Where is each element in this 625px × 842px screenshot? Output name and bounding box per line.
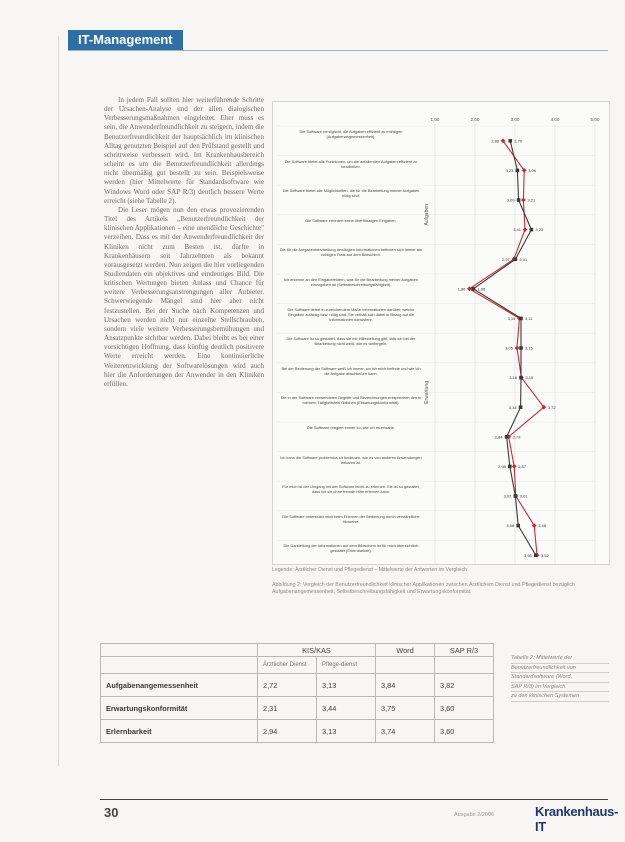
- item-label-text: Die in der Software verwendeten Begriffe und Bezeichnungen entsprechen den in meinem Tätigkeitsfeld üblichen (Erwartungskonformität).: [280, 395, 422, 406]
- table-corner: [101, 644, 258, 657]
- series-point-square: [519, 317, 523, 321]
- table-cell: 2,31: [258, 697, 317, 720]
- table-caption: [511, 654, 609, 702]
- chart-legend: Legende: Ärztlicher Dienst und Pflegedienst – Mittelwerte der Antworten im Vergleich: [272, 567, 467, 573]
- series-point-square: [516, 169, 520, 173]
- item-label-text: Die Software ermöglicht, die Aufgaben effizient zu erledigen (Aufgabenangemessenheit).: [299, 129, 403, 139]
- table-cell: 3,75: [376, 697, 435, 720]
- item-label: [279, 247, 423, 273]
- caption-line: Benutzerfreundlichkeit von: [511, 664, 609, 674]
- data-label: 3,15: [525, 375, 534, 381]
- series-point-square: [514, 257, 518, 261]
- item-label: [279, 218, 423, 244]
- row-label: Erwartungskonformität: [101, 697, 258, 720]
- page-number: 30: [104, 805, 119, 820]
- table-row: [101, 720, 494, 743]
- section-side-label: Aufgaben: [424, 204, 430, 226]
- table-cell: 3,84: [376, 674, 435, 697]
- item-label-text: Die Software reagiert immer so, wie ich es erwarte.: [306, 425, 395, 430]
- item-label-text: Die Darstellung der Informationen auf dem Bildschirm ist für mich übersichtlich gestaltet (Erlernbarkeit).: [283, 543, 419, 554]
- series-point-square: [517, 198, 521, 202]
- series-point-diamond: [515, 346, 520, 351]
- data-label: 2,98: [498, 464, 506, 469]
- item-label: [279, 307, 423, 333]
- series-point-square: [508, 465, 512, 469]
- data-label: 3,25: [535, 227, 544, 233]
- series-point-square: [514, 494, 518, 498]
- item-label-text: Die Software liefert in zureichendem Maße Informationen darüber, welche Eingaben zulässig bzw. nötig sind. Sie verhält sich dabei in Bezug auf die Informationen konsistent.: [287, 306, 415, 322]
- table-cell: 3,13: [317, 674, 376, 697]
- item-label: [279, 366, 423, 392]
- item-label-text: Für mich ist der Umgang mit der Software leicht zu erlernen. Sie ist so gestaltet, dass ich sie ohne fremde Hilfe erlernen kann.: [282, 484, 420, 495]
- data-label: 3,48: [538, 523, 546, 529]
- item-label-text: Die Software bietet alle Möglichkeiten, die für die Bearbeitung meiner Aufgaben nötig sind.: [282, 188, 420, 199]
- data-label: 2,70: [514, 138, 522, 144]
- comparison-chart: [272, 101, 610, 565]
- item-label-text: Die für die Aufgabenbearbeitung benötigten Informationen befinden sich immer am richtigen Platz auf dem Bildschirm.: [279, 247, 423, 258]
- item-label-text: Ich erkenne an den Eingabefeldern, was für die Bearbeitung meiner Aufgaben einzugeben ist (Selbstbeschreibungsfähigkeit).: [283, 277, 419, 287]
- data-label: 3,21: [527, 197, 536, 203]
- data-label: 3,16: [509, 375, 517, 381]
- data-label: 3,23: [505, 168, 514, 173]
- data-label: 3,01: [519, 493, 528, 499]
- x-tick-label: 5,00: [590, 117, 600, 122]
- data-label: 3,06: [528, 168, 536, 173]
- issue-label: Ausgabe 2/2006: [454, 812, 495, 818]
- section-side-label: Erwartung: [424, 381, 430, 404]
- table-cell: 3,60: [435, 697, 494, 720]
- table-cell: 2,94: [258, 720, 317, 743]
- table-group-header: Word: [376, 644, 435, 657]
- data-label: 3,52: [541, 552, 549, 558]
- table-cell: 2,72: [258, 674, 317, 697]
- x-tick-label: 3,00: [510, 117, 520, 122]
- data-label: 3,08: [506, 523, 515, 529]
- data-label: 3,15: [507, 316, 516, 321]
- brand-logo: Krankenhaus-IT: [535, 804, 619, 834]
- item-label: [279, 484, 423, 510]
- figure-caption: Abbildung 2: Vergleich der Benutzerfreundlichkeit klinischer Applikationen zwischen Ärztlichem Dienst und Pflegedienst bezüglich Aufgabenangemessenheit, Selbstbeschreibungsfähigkeit und Erwartungskonformität.: [272, 582, 575, 595]
- data-label: 3,01: [519, 256, 528, 262]
- item-label: [279, 395, 423, 421]
- series-point-diamond: [512, 464, 517, 469]
- caption-line: SAP R/3) im Vergleich: [511, 683, 609, 693]
- caption-line: Tabelle 2: Mittelwerte der: [511, 654, 609, 664]
- series-point-square: [519, 405, 523, 409]
- margin-line: [58, 36, 59, 766]
- item-label: [279, 514, 423, 540]
- header-rule: [68, 50, 608, 51]
- table-cell: 3,82: [435, 674, 494, 697]
- data-label: 2,88: [491, 138, 499, 144]
- data-label: 3,15: [525, 345, 533, 351]
- data-label: 3,11: [525, 316, 533, 321]
- data-label: 2,87: [518, 464, 526, 469]
- series-point-diamond: [521, 198, 526, 203]
- table-subheader: Pflege-dienst: [317, 657, 376, 674]
- series-point-square: [472, 287, 476, 291]
- item-label: [279, 188, 423, 214]
- table-cell: 3,60: [435, 720, 494, 743]
- item-label-text: Die Software erfordert keine überflüssigen Eingaben.: [305, 217, 397, 223]
- series-point-diamond: [523, 227, 528, 232]
- item-label: [279, 159, 423, 185]
- chart-svg: [273, 102, 609, 564]
- x-tick-label: 4,00: [550, 117, 560, 122]
- data-label: 3,14: [508, 404, 517, 410]
- data-label: 3,41: [513, 227, 521, 233]
- item-label: [279, 543, 423, 564]
- body-text: [104, 96, 264, 389]
- row-label: Erlernbarkeit: [101, 720, 258, 743]
- caption-line: zu den klinischen Systemen: [511, 692, 609, 702]
- paragraph: Die Leser mögen nun den etwas provozierenden Titel des Artikels „Benutzerfreundlichkeit der klinischen Applikationen – eine unendliche Geschichte" verzeihen. Dass es mit der Anwenderfreundlichkeit der Kliniken nicht zum Besten ist, dürfte in Krankenhäusern seit Jahrzehnten als bekannt vorausgesetzt werden. Nun zeigen die hier vorliegenden Studiendaten ein objektives und eindeutiges Bild. Die kritischen Wertungen bieten Anlass und Chance für weitere Verbesserungsanstrengungen aller Anbieter. Schwerwiegende Mängel sind hier aber nicht festzustellen. Bei der Suche nach Kompetenzen und Ursachen werden nicht nur einzelne Stellschrauben, sondern viele weitere Verbesserungsbemühungen und Ansatzpunkte sichtbar werden. Dabei bleibt es bei einer vorsichtigen Hoffnung, dass künftig deutlich positivere Werte erreicht werden. Eine kontinuierliche Weiterentwicklung der Softwarelösungen wird auch hier die Anforderungen der Anwender in den Kliniken erfüllen.: [104, 205, 264, 388]
- caption-line: Standardsoftware (Word,: [511, 673, 609, 683]
- series-point-square: [519, 346, 523, 350]
- comparison-table: [100, 643, 494, 743]
- x-tick-label: 2,00: [470, 117, 480, 122]
- data-label: 2,97: [502, 256, 510, 262]
- series-point-square: [516, 524, 520, 528]
- item-label-text: Ich kann die Software problemlos so bedienen, wie es von anderen Anwendungen bekannt ist.: [280, 454, 422, 465]
- data-label: 3,09: [506, 197, 515, 203]
- item-label: [279, 455, 423, 481]
- data-label: 2,79: [512, 434, 521, 440]
- item-label-text: Die Software ist so gestaltet, dass sie mir Hilfestellung gibt, falls ich bei der Bearbeitung nicht weiß, wie es weitergeht.: [286, 336, 416, 347]
- series-point-square: [508, 139, 512, 143]
- series-point-square: [519, 376, 523, 380]
- table-cell: 3,13: [317, 720, 376, 743]
- item-label: [279, 425, 423, 451]
- table-cell: 3,44: [317, 697, 376, 720]
- row-label: Aufgabenangemessenheit: [101, 674, 258, 697]
- data-label: 2,84: [494, 434, 503, 440]
- data-label: 3,55: [524, 552, 532, 558]
- series-point-square: [505, 435, 509, 439]
- series-point-square: [534, 553, 538, 557]
- table-group-header: SAP R/3: [435, 644, 494, 657]
- data-label: 1,86: [457, 286, 466, 292]
- item-label-text: Die Software unterstützt mich beim Erlernen der Bedienung durch verständliche Hinweise.: [282, 513, 420, 524]
- item-label: [279, 336, 423, 362]
- table-row: [101, 674, 494, 697]
- x-tick-label: 1,00: [430, 117, 440, 122]
- table-sub-empty: [435, 657, 494, 674]
- table-subheader: Ärztlicher Dienst: [258, 657, 317, 674]
- paragraph: In jedem Fall sollten hier weiterführende Schritte der Ursachen-Analyse und der allen dialogischen Verbesserungsmaßnahmen eingeleitet. Eher muss es sein, die Anwenderfreundlichkeit zu steigern, indem die Benutzerfreundlichkeit der hauptsächlich im klinischen Alltag genutzten Beispiel auf den Prüfstand gestellt und schrittweise verbessert wird. Im Krankenhausbereich scheint es um die Benutzerfreundlichkeit allerdings nicht übermäßig gut bestellt zu sein. Beispielsweise werden (hier Mittelwerte für Standardsoftware wie Windows Word oder SAP R/3) deutlich bessere Werte erreicht (siehe Tabelle 2).: [104, 96, 264, 205]
- table-sub-corner: [101, 657, 258, 674]
- item-label-text: Bei der Bedienung der Software weiß ich immer, wo ich mich befinde und wie ich die Aufgabe abschließen kann.: [281, 365, 421, 376]
- table-group-header: KIS/KAS: [258, 644, 376, 657]
- data-label: 3,72: [547, 404, 556, 410]
- section-header: IT-Management: [68, 30, 183, 50]
- table-sub-empty: [376, 657, 435, 674]
- data-label: 3,02: [503, 493, 512, 499]
- footer-rule: [100, 799, 608, 800]
- table-cell: 3,74: [376, 720, 435, 743]
- data-label: 1,96: [477, 286, 486, 292]
- item-label-text: Die Software bietet alle Funktionen, um die anfallenden Aufgaben effizient zu bearbeiten.: [284, 158, 418, 169]
- series-point-square: [530, 228, 534, 232]
- table-row: [101, 697, 494, 720]
- data-label: 3,05: [505, 345, 513, 351]
- item-label: [279, 277, 423, 303]
- item-label: [279, 129, 423, 155]
